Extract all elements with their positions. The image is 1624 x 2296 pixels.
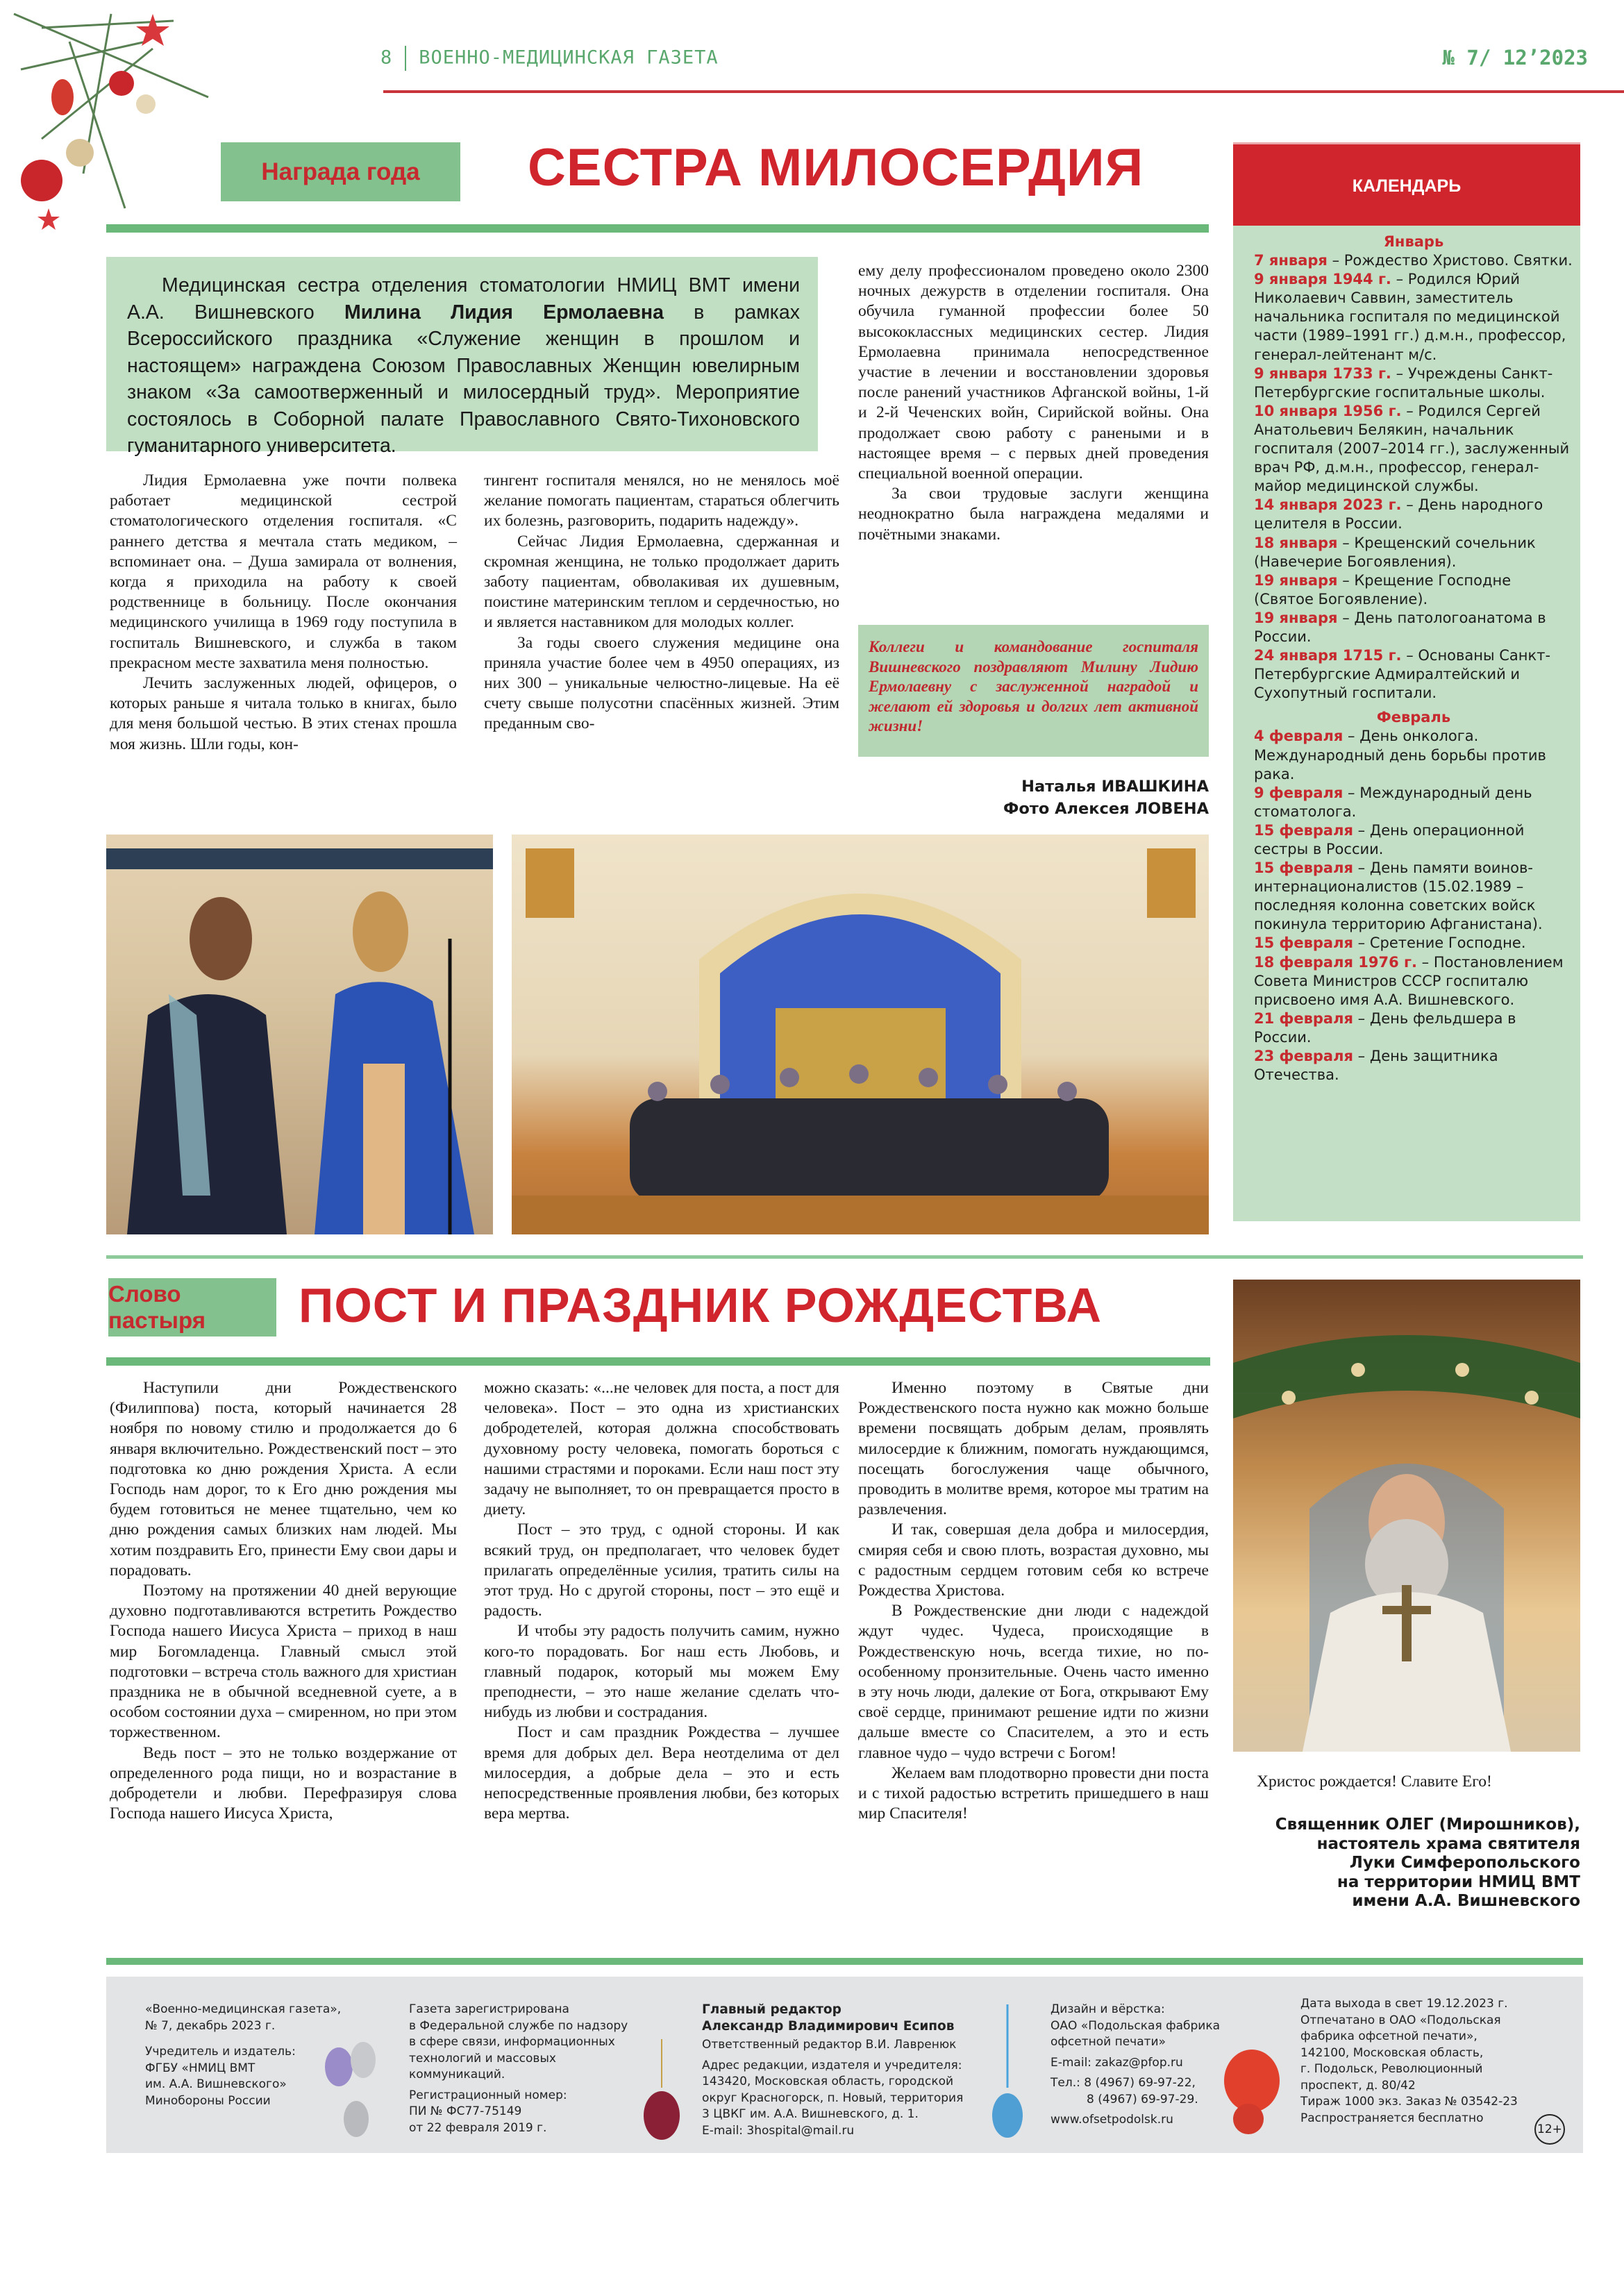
event-text: – Международный день стоматолога. <box>1254 784 1532 820</box>
calendar-event <box>1254 727 1573 783</box>
article-column-2 <box>484 1378 839 1824</box>
calendar-event <box>1254 251 1573 270</box>
calendar-event <box>1254 646 1573 703</box>
article-title: СЕСТРА МИЛОСЕРДИЯ <box>528 138 1144 197</box>
article-byline <box>858 776 1209 820</box>
paragraph: Лидия Ермолаевна уже почти полвека работает медицинской сестрой стоматологического отделения госпиталя. «С раннего детства я мечтала стать медиком, – вспоминает она. – Душа замирала от волнения, когда я приходила на работу к своей родственнице в больницу. После окончания медицинского училища в 1969 году поступила в госпиталь Вишневского, и служба в таком прекрасном месте захватила меня полностью. <box>110 471 457 672</box>
design-email[interactable]: E-mail: zakaz@pfop.ru <box>1050 2055 1183 2070</box>
page-header-left <box>380 46 719 71</box>
event-text: – Крещенский сочельник (Навечерие Богоявления). <box>1254 534 1536 570</box>
article-column-3 <box>858 261 1209 545</box>
calendar-event <box>1254 571 1573 609</box>
event-date: 4 февраля <box>1254 728 1343 745</box>
christmas-garland-decoration <box>0 0 250 250</box>
event-text: – Основаны Санкт-Петербургские Адмиралтейский и Сухопутный госпитали. <box>1254 647 1551 702</box>
calendar-event <box>1254 609 1573 646</box>
event-date: 9 января 1733 г. <box>1254 364 1391 382</box>
event-text: – День онколога. Международный день борьбы против рака. <box>1254 728 1546 782</box>
event-date: 15 февраля <box>1254 821 1353 839</box>
event-date: 10 января 1956 г. <box>1254 402 1402 419</box>
editor-title: Главный редактор <box>702 2002 842 2017</box>
cathedral-illustration <box>512 835 1209 1234</box>
event-text: – День операционной сестры в России. <box>1254 821 1525 857</box>
paragraph: Пост – это труд, с одной стороны. И как всякий труд, он предполагает, что человек будет прилагать определённые усилия, тратить силы на этот труд. Но с другой стороны, пост – это ещё и радость. <box>484 1520 839 1620</box>
event-date: 7 января <box>1254 252 1328 269</box>
event-date: 15 февраля <box>1254 860 1353 877</box>
calendar-event <box>1254 784 1573 821</box>
imprint-footer <box>106 1977 1583 2153</box>
event-date: 18 февраля 1976 г. <box>1254 953 1417 971</box>
event-text: – День народного целителя в России. <box>1254 496 1543 533</box>
signature-line: Луки Симферопольского <box>1349 1854 1580 1872</box>
paragraph: можно сказать: «...не человек для поста, а пост для человека». Пост – это одна из христианских добродетелей, которая должна способствовать духовному росту человека, помогать бороться с нашими страстями и пороками. Если наш пост эту задачу не выполняет, то он превращается просто в диету. <box>484 1379 839 1519</box>
calendar-event <box>1254 1047 1573 1084</box>
calendar-month-heading: Февраль <box>1376 709 1451 726</box>
month-gap <box>1254 703 1573 708</box>
header-rule <box>383 90 1624 93</box>
page-number: 8 <box>380 47 393 69</box>
event-text: – Постановлением Совета Министров СССР госпиталю присвоено имя А.А. Вишневского. <box>1254 953 1564 1008</box>
group-photo-cathedral <box>512 835 1209 1234</box>
imprint-registration: Газета зарегистрирована в Федеральной службе по надзору в сфере связи, информационных технологий и массовых коммуникаций. Регистрационный номер: ПИ № ФС77-75149 от 22 февраля 2019 г. <box>409 2002 628 2135</box>
priest-illustration <box>1233 1280 1580 1752</box>
event-date: 18 января <box>1254 534 1338 551</box>
calendar-event <box>1254 534 1573 571</box>
paragraph: Пост и сам праздник Рождества – лучшее время для добрых дел. Вера неотделима от дел милосердия, а добрые дела – это и есть непосредственные проявления любви, без которых вера мертва. <box>484 1723 839 1823</box>
calendar-event <box>1254 953 1573 1009</box>
ceremony-illustration <box>106 835 493 1234</box>
calendar-event <box>1254 821 1573 859</box>
event-text: – Крещение Господне (Святое Богоявление). <box>1254 571 1512 607</box>
blue-ornament-icon <box>987 2004 1028 2143</box>
star-icon <box>136 14 169 46</box>
paragraph: В Рождественские дни люди с надеждой ждут чудес. Чудеса, происходящие в Рождественскую ночь, всегда тихие, но по-особенному пронзительные. Очень часто именно в эту ночь люди, далекие от Бога, открывают Ему своё сердце, принимают решение идти по жизни дальше вместе со Спасителем, а это и есть главное чудо – чудо встречи с Богом! <box>858 1602 1209 1762</box>
rubric-tag: Слово пастыря <box>108 1278 276 1336</box>
event-date: 24 января 1715 г. <box>1254 647 1402 664</box>
signature-line: настоятель храма святителя <box>1316 1834 1580 1853</box>
event-date: 23 февраля <box>1254 1048 1353 1065</box>
awardee-name: Милина Лидия Ермолаевна <box>344 301 664 324</box>
imprint-publisher: «Военно-медицинская газета», № 7, декабрь 2023 г. Учредитель и издатель: ФГБУ «НМИЦ ВМТ им. А.А. Вишневского» Минобороны России <box>145 2002 342 2108</box>
section-rule <box>106 1357 1210 1366</box>
calendar-event <box>1254 402 1573 496</box>
event-text: – Учреждены Санкт-Петербургские госпитальные школы. <box>1254 364 1553 401</box>
paragraph: За свои трудовые заслуги женщина неоднократно была награждена медалями и почётными знаками. <box>858 485 1209 544</box>
article-column-1 <box>110 1378 457 1824</box>
event-date: 9 января 1944 г. <box>1254 271 1391 288</box>
priest-photo <box>1233 1280 1580 1752</box>
christmas-greeting: Христос рождается! Славите Его! <box>1257 1773 1492 1791</box>
paragraph: тингент госпиталя менялся, но не менялось моё желание помогать пациентам, стараться облегчить их болезнь, разговорить, подарить надежду». <box>484 471 839 530</box>
paragraph: И чтобы эту радость получить самим, нужно кого-то порадовать. Бог наш есть Любовь, и главный подарок, который мы можем Ему преподнести, – это наше желание сделать что-нибудь из любви и сострадания. <box>484 1622 839 1722</box>
calendar-header: КАЛЕНДАРЬ <box>1233 142 1580 228</box>
paragraph: Ведь пост – это не только воздержание от определенного рода пищи, но и возрастание в добродетели и любви. Перефразируя слова Господа нашего Иисуса Христа, <box>110 1743 457 1823</box>
paragraph: И так, совершая дела добра и милосердия, смиряя себя и свою плоть, возрастая духовно, мы с радостным сердцем готовим себя ко встрече Рождества Христова. <box>858 1520 1209 1600</box>
article-column-3 <box>858 1378 1209 1824</box>
event-date: 15 февраля <box>1254 935 1353 952</box>
red-ornaments-icon <box>1221 2025 1290 2136</box>
article-column-2 <box>484 471 839 735</box>
calendar-event <box>1254 859 1573 934</box>
imprint-printing: Дата выхода в свет 19.12.2023 г. Отпечатано в ОАО «Подольская фабрика офсетной печати», 142100, Московская область, г. Подольск, Революционный проспект, д. 80/42 Тираж 1000 экз. Заказ № 03542-23 Распространяется бесплатно <box>1300 1997 1518 2125</box>
section-rule <box>106 224 1209 233</box>
event-text: – Рождество Христово. Святки. <box>1327 252 1573 269</box>
calendar-event <box>1254 270 1573 364</box>
calendar-panel <box>1233 226 1580 1221</box>
paragraph: ему делу профессионалом проведено около 2300 ночных дежурств в отделении госпиталя. Она обучила гуманной профессии более 50 высококлассных медицинских сестер. Лидия Ермолаевна принимала непосредственное участие в лечении и восстановлении здоровья после ранений участников Афганской войны, 1-й и 2-й Чеченских войн, Сирийской войны. Она продолжает свою работу с ранеными и в настоящее время – с первых дней проведения специальной военной операции. <box>858 262 1209 483</box>
header-divider <box>405 46 406 71</box>
signature-line: Священник ОЛЕГ (Мирошников), <box>1275 1816 1580 1834</box>
article-lead: Медицинская сестра отделения стоматологии НМИЦ ВМТ имени А.А. Вишневского Милина Лидия Ермолаевна в рамках Всероссийского праздника «Служение женщин в прошлом и настоящем» награждена Союзом Православных Женщин ювелирным знаком «За самоотверженный и милосердный труд». Мероприятие состоялось в Соборной палате Православного Свято-Тихоновского гуманитарного университета. <box>106 257 818 451</box>
event-date: 19 января <box>1254 571 1338 589</box>
paragraph: За годы своего служения медицине она приняла участие более чем в 4950 операциях, из них 300 – уникальные челюстно-лицевые. На её счету свыше полусотни спасённых жизней. Этим преданным сво- <box>484 633 839 733</box>
printer-website[interactable]: www.ofsetpodolsk.ru <box>1050 2113 1173 2127</box>
event-date: 21 февраля <box>1254 1009 1353 1027</box>
signature-line: на территории НМИЦ ВМТ <box>1337 1872 1580 1891</box>
event-text: – Родился Юрий Николаевич Саввин, заместитель начальника госпиталя по медицинской части (1989–1991 гг.) д.м.н., профессор, генерал-лейтенант м/с. <box>1254 271 1566 363</box>
author-name: Наталья ИВАШКИНА <box>1021 778 1209 796</box>
event-date: 9 февраля <box>1254 784 1343 801</box>
event-date: 19 января <box>1254 609 1338 626</box>
paragraph: Именно поэтому в Святые дни Рождественского поста нужно как можно больше времени посвящать добрым делам, проявлять милосердие к ближним, помогать нуждающимся, посещать богослужения чаще обычного, проводить в молитве время, которое мы тратим на развлечения. <box>858 1379 1209 1519</box>
silver-ornaments-icon <box>315 2004 384 2143</box>
photo-credit: Фото Алексея ЛОВЕНА <box>1003 800 1209 818</box>
signature-line: имени А.А. Вишневского <box>1352 1892 1580 1910</box>
calendar-month-heading: Январь <box>1383 233 1444 250</box>
award-ceremony-photo <box>106 835 493 1234</box>
red-ornament-icon <box>641 2039 683 2143</box>
age-rating-badge: 12+ <box>1534 2114 1565 2145</box>
rubric-tag: Награда года <box>221 142 460 201</box>
congratulations-box: Коллеги и командование госпиталя Вишневского поздравляют Милину Лидию Ермолаевну с заслуженной наградой и желают ей здоровья и долгих лет активной жизни! <box>858 625 1209 757</box>
calendar-event <box>1254 1009 1573 1047</box>
event-text: – День защитника Отечества. <box>1254 1048 1498 1084</box>
event-text: – Сретение Господне. <box>1353 935 1526 952</box>
paragraph: Наступили дни Рождественского (Филиппова) поста, который начинается 28 ноября по новому стилю и продолжается до 6 января включительно. Рождественский пост – это подготовка ко дню рождения Христа. А если Господь нам дорог, то к Его дню рождения мы будем готовиться не менее тщательно, чем ко дню рождения самых близких нам людей. Мы хотим поздравить Его, принести Ему свои дары и порадовать. <box>110 1379 457 1579</box>
paragraph: Сейчас Лидия Ермолаевна, сдержанная и скромная женщина, не только продолжает дарить заботу пациентам, обволакивая их душевным, поистине материнским теплом и сердечностью, но и является наставником для молодых коллег. <box>484 532 839 632</box>
paragraph: Поэтому на протяжении 40 дней верующие духовно подготавливаются встретить Рождество Господа нашего Иисуса Христа – приход в наш мир Богомладенца. Главный смысл этой подготовки – встреча столь важного для христиан праздника не в обычной вседневной суете, а в особом состоянии духа – смиренном, но при этом торжественном. <box>110 1582 457 1742</box>
calendar-event <box>1254 934 1573 953</box>
paragraph: Желаем вам плодотворно провести дни поста и с тихой радостью встретить пришедшего в наш мир Спасителя! <box>858 1763 1209 1823</box>
editorial-email[interactable]: E-mail: 3hospital@mail.ru <box>702 2123 855 2138</box>
event-text: – День патологоанатома в России. <box>1254 609 1546 645</box>
paper-name: ВОЕННО-МЕДИЦИНСКАЯ ГАЗЕТА <box>419 47 719 69</box>
calendar-event <box>1254 364 1573 402</box>
article-column-1 <box>110 471 457 755</box>
footer-rule <box>106 1958 1583 1965</box>
issue-number: № 7/ 12’2023 <box>1442 46 1588 69</box>
article-title: ПОСТ И ПРАЗДНИК РОЖДЕСТВА <box>299 1278 1102 1332</box>
imprint-editorial: Главный редактор Александр Владимирович Есипов Ответственный редактор В.И. Лавренюк Адрес редакции, издателя и учредителя: 143420, Московская область, городской округ Красногорск, п. Новый, территория 3 ЦВКГ им. А.А. Вишневского, д. 1. E-mail: 3hospital@mail.ru <box>702 2002 963 2139</box>
event-text: – День фельдшера в России. <box>1254 1009 1516 1046</box>
event-date: 14 января 2023 г. <box>1254 496 1402 514</box>
event-text: – Родился Сергей Анатольевич Белякин, начальник госпиталя (2007–2014 гг.), заслуженный врач РФ, д.м.н., профессор, генерал-майор медицинской службы. <box>1254 402 1570 495</box>
ornament-ball-icon <box>21 160 62 201</box>
paragraph: Лечить заслуженных людей, офицеров, о которых раньше я читала только в книгах, было для меня большой честью. В этих стенах прошла моя жизнь. Шли годы, кон- <box>110 674 457 753</box>
event-text: – День памяти воинов-интернационалистов (15.02.1989 – последняя колонна советских войск покинула территорию Афганистана). <box>1254 860 1543 933</box>
priest-signature <box>1233 1816 1580 1911</box>
section-divider <box>106 1255 1583 1259</box>
calendar-event <box>1254 496 1573 533</box>
editor-name: Александр Владимирович Есипов <box>702 2018 955 2034</box>
imprint-design: Дизайн и вёрстка: ОАО «Подольская фабрика офсетной печати» E-mail: zakaz@pfop.ru Тел.: 8 (4967) 69-97-22, 8 (4967) 69-97-29. www.ofsetpodolsk.ru <box>1050 2002 1220 2129</box>
